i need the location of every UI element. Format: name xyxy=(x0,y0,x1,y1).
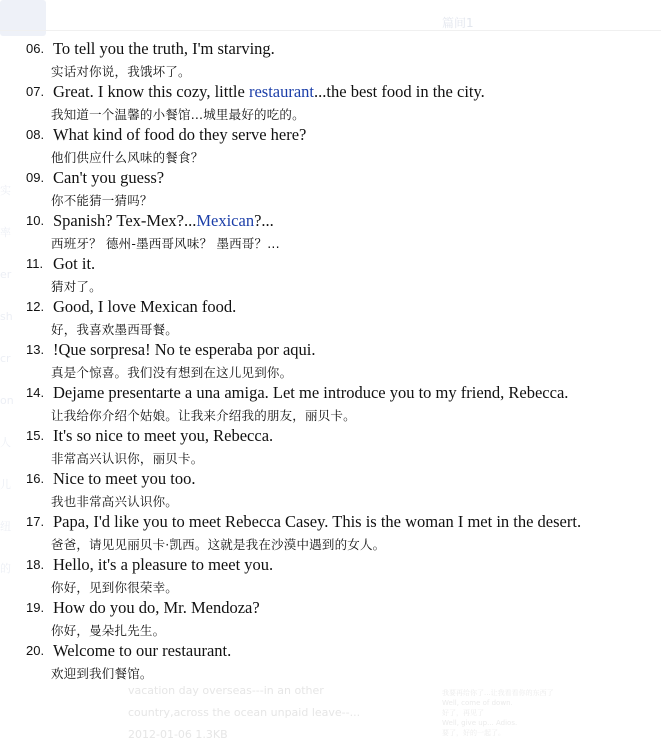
line-number: 17. xyxy=(26,514,45,529)
line-number: 20. xyxy=(26,643,45,658)
english-text: Welcome to our restaurant. xyxy=(53,641,232,660)
line-number: 18. xyxy=(26,557,45,572)
keyword-link[interactable]: restaurant xyxy=(248,82,315,101)
english-text xyxy=(53,82,485,102)
line-number: 08. xyxy=(26,127,45,142)
line-number: 09. xyxy=(26,170,45,185)
english-text: To tell you the truth, I'm starving. xyxy=(53,39,275,58)
english-text: What kind of food do they serve here? xyxy=(53,125,307,144)
chinese-translation: 你好，见到你很荣幸。 xyxy=(51,580,179,595)
dialogue-line xyxy=(26,512,658,555)
dialogue-line xyxy=(26,39,658,82)
dialogue-line xyxy=(26,469,658,512)
english-text-pre: Spanish? Tex-Mex?... xyxy=(53,211,197,230)
ghost-bottom-text: vacation day overseas---in an other country,across the ocean unpaid leave--... 2012-01-06 1.3KB xyxy=(128,684,361,741)
chinese-translation: 西班牙？ 德州-墨西哥风味？ 墨西哥？... xyxy=(51,236,280,251)
chinese-translation: 他们供应什么风味的餐食？ xyxy=(51,150,204,165)
english-text: Papa, I'd like you to meet Rebecca Casey. This is the woman I met in the desert. xyxy=(53,512,582,531)
chinese-translation: 实话对你说，我饿坏了。 xyxy=(51,64,191,79)
english-text xyxy=(53,211,274,231)
english-text: Got it. xyxy=(53,254,96,273)
line-number: 10. xyxy=(26,213,45,228)
line-number: 16. xyxy=(26,471,45,486)
chinese-translation: 你好，曼朵扎先生。 xyxy=(51,623,166,638)
dialogue-line xyxy=(26,641,658,684)
chinese-translation: 欢迎到我们餐馆。 xyxy=(51,666,153,681)
line-number: 19. xyxy=(26,600,45,615)
ghost-ruler xyxy=(0,30,661,31)
dialogue-line xyxy=(26,254,658,297)
dialogue-line xyxy=(26,383,658,426)
english-text-pre: Great. I know this cozy, little xyxy=(53,82,249,101)
chinese-translation: 你不能猜一猜吗？ xyxy=(51,193,153,208)
chinese-translation: 好，我喜欢墨西哥餐。 xyxy=(51,322,179,337)
dialogue-line xyxy=(26,125,658,168)
ghost-tab: 篇间1 xyxy=(442,16,474,30)
english-text-post: ?... xyxy=(254,211,274,230)
english-text: Hello, it's a pleasure to meet you. xyxy=(53,555,274,574)
dialogue-line xyxy=(26,340,658,383)
chinese-translation: 猜对了。 xyxy=(51,279,102,294)
english-text: !Que sorpresa! No te esperaba por aqui. xyxy=(53,340,316,359)
chinese-translation: 真是个惊喜。我们没有想到在这儿见到你。 xyxy=(51,365,293,380)
english-text: Dejame presentarte a una amiga. Let me introduce you to my friend, Rebecca. xyxy=(53,383,569,402)
english-text: Nice to meet you too. xyxy=(53,469,196,488)
line-number: 06. xyxy=(26,41,45,56)
line-number: 07. xyxy=(26,84,45,99)
dialogue-line xyxy=(26,555,658,598)
line-number: 12. xyxy=(26,299,45,314)
english-text: It's so nice to meet you, Rebecca. xyxy=(53,426,274,445)
english-text: Can't you guess? xyxy=(53,168,165,187)
line-number: 13. xyxy=(26,342,45,357)
english-text: How do you do, Mr. Mendoza? xyxy=(53,598,260,617)
chinese-translation: 我知道一个温馨的小餐馆...城里最好的吃的。 xyxy=(51,107,305,122)
dialogue-line xyxy=(26,168,658,211)
dialogue-line xyxy=(26,297,658,340)
line-number: 14. xyxy=(26,385,45,400)
line-number: 11. xyxy=(26,256,44,271)
english-text: Good, I love Mexican food. xyxy=(53,297,237,316)
chinese-translation: 非常高兴认识你，丽贝卡。 xyxy=(51,451,204,466)
ghost-side-text: 实 率 er sh cr on 人 儿 纽 的 xyxy=(0,184,14,575)
line-number: 15. xyxy=(26,428,45,443)
ghost-bottom-right-text: 我要再给你了...让我看看你的东西了 Well, come of down. 好了，再见了 Well, give up... Adios. 要了，好的一起了。 xyxy=(442,689,554,737)
dialogue-line xyxy=(26,211,658,254)
dialogue-line xyxy=(26,598,658,641)
english-text-post: ...the best food in the city. xyxy=(314,82,485,101)
chinese-translation: 让我给你介绍个姑娘。让我来介绍我的朋友，丽贝卡。 xyxy=(51,408,356,423)
chinese-translation: 我也非常高兴认识你。 xyxy=(51,494,179,509)
keyword-link[interactable]: Mexican xyxy=(196,211,255,230)
dialogue-list xyxy=(26,39,658,684)
chinese-translation: 爸爸，请见见丽贝卡·凯西。这就是我在沙漠中遇到的女人。 xyxy=(51,537,386,552)
dialogue-line xyxy=(26,82,658,125)
dialogue-line xyxy=(26,426,658,469)
